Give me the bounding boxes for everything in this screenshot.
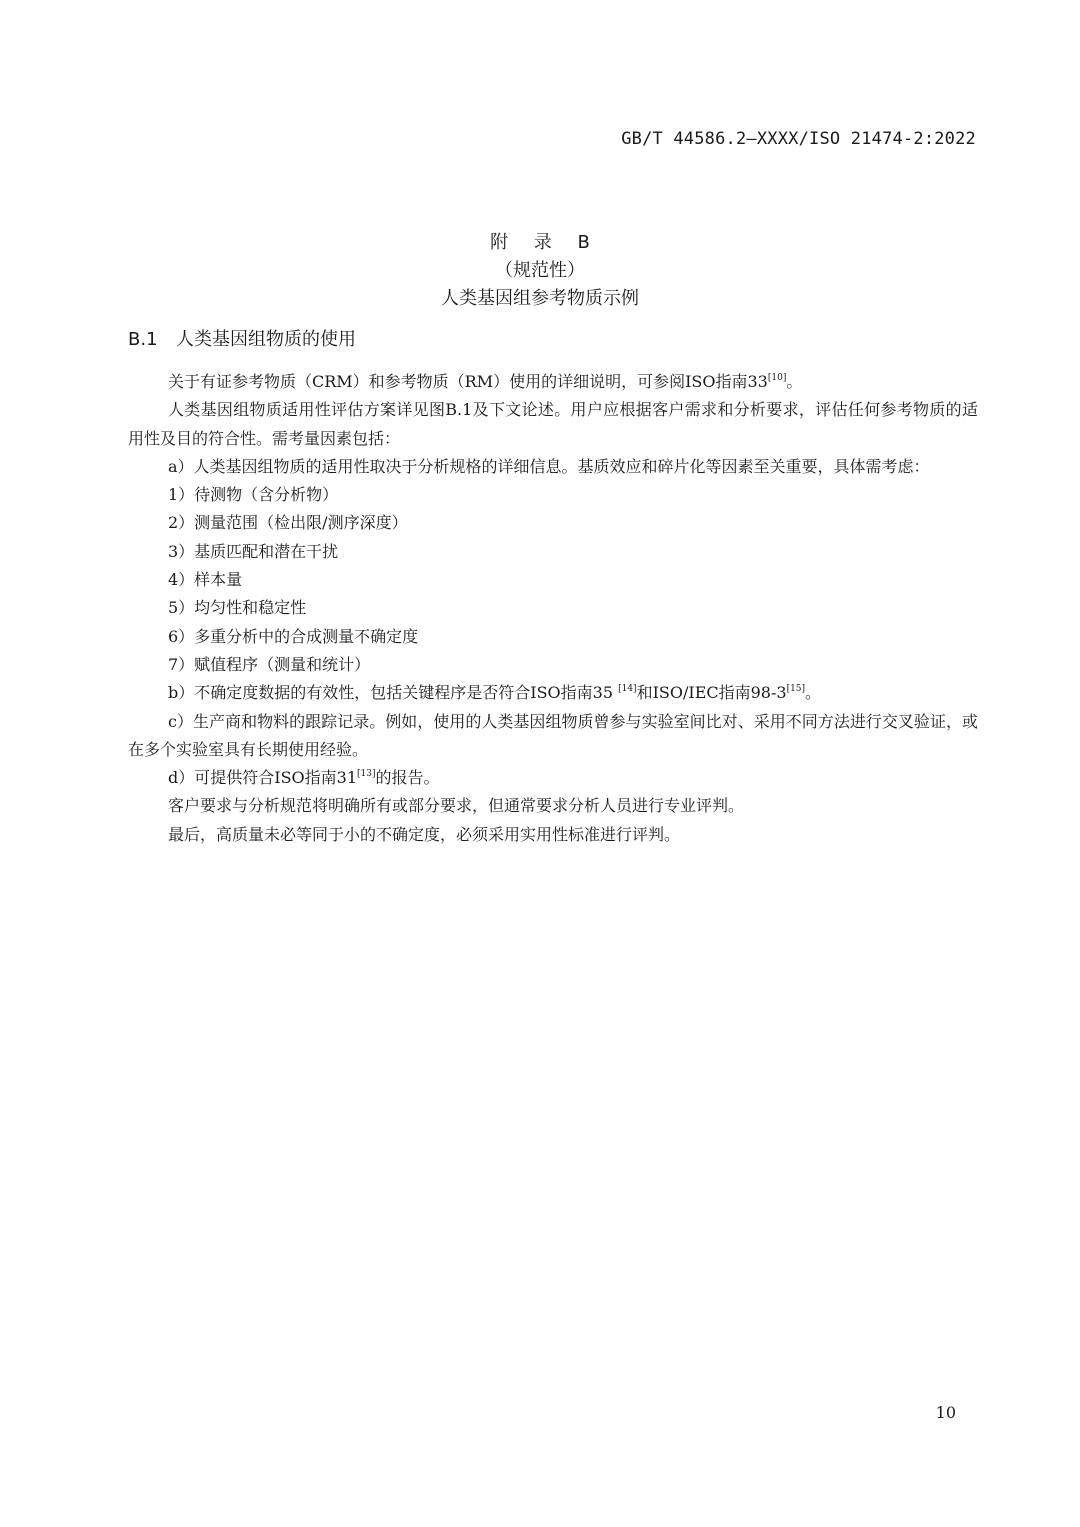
list-item-d bbox=[128, 764, 978, 792]
paragraph-text: 和ISO/IEC指南98-3 bbox=[636, 683, 787, 703]
list-item-c: c）生产商和物料的跟踪记录。例如，使用的人类基因组物质曾参与实验室间比对、采用不同方法进行交叉验证，或在多个实验室具有长期使用经验。 bbox=[128, 711, 978, 759]
annex-nature: （规范性） bbox=[495, 260, 585, 281]
document-code: GB/T 44586.2—XXXX/ISO 21474-2:2022 bbox=[621, 129, 976, 149]
annex-heading bbox=[0, 229, 1080, 313]
reference-citation: [15] bbox=[786, 684, 806, 695]
sub-list-item: 6）多重分析中的合成测量不确定度 bbox=[168, 626, 419, 646]
page-number: 10 bbox=[935, 1403, 956, 1422]
reference-citation: [10] bbox=[767, 373, 787, 383]
reference-citation: [14] bbox=[618, 684, 637, 695]
annex-name: 人类基因组参考物质示例 bbox=[441, 288, 639, 309]
paragraph-text: 。 bbox=[805, 683, 822, 703]
paragraph-text: 的报告。 bbox=[375, 768, 440, 788]
sub-list-item: 4）样本量 bbox=[168, 570, 243, 590]
annex-title: 附 录 B bbox=[490, 232, 600, 253]
paragraph-text: b）不确定度数据的有效性，包括关键程序是否符合ISO指南35 bbox=[168, 683, 619, 703]
paragraph: 客户要求与分析规范将明确所有或部分要求，但通常要求分析人员进行专业评判。 bbox=[168, 796, 745, 816]
body-text bbox=[128, 368, 978, 849]
sub-list-item: 7）赋值程序（测量和统计） bbox=[168, 654, 371, 674]
paragraph-text: d）可提供符合ISO指南31 bbox=[168, 768, 358, 788]
paragraph: 最后，高质量未必等同于小的不确定度，必须采用实用性标准进行评判。 bbox=[168, 824, 681, 844]
paragraph-text: 。 bbox=[786, 372, 803, 391]
section-title: 人类基因组物质的使用 bbox=[176, 329, 356, 350]
sub-list-item: 5）均匀性和稳定性 bbox=[168, 598, 307, 618]
sub-list-item: 2）测量范围（检出限/测序深度） bbox=[168, 513, 408, 533]
paragraph: 人类基因组物质适用性评估方案详见图B.1及下文论述。用户应根据客户需求和分析要求，评估任何参考物质的适用性及目的符合性。需考量因素包括： bbox=[128, 400, 978, 448]
list-item-b bbox=[128, 679, 978, 707]
reference-citation: [13] bbox=[357, 769, 376, 780]
section-number: B.1 bbox=[128, 329, 158, 350]
sub-list-item: 3）基质匹配和潜在干扰 bbox=[168, 541, 339, 561]
sub-list-item: 1）待测物（含分析物） bbox=[168, 485, 339, 505]
paragraph bbox=[128, 368, 978, 396]
paragraph-text: 关于有证参考物质（CRM）和参考物质（RM）使用的详细说明，可参阅ISO指南33 bbox=[168, 372, 768, 391]
section-heading bbox=[128, 327, 356, 353]
list-item-a: a）人类基因组物质的适用性取决于分析规格的详细信息。基质效应和碎片化等因素至关重要，具体需考虑： bbox=[168, 456, 930, 476]
